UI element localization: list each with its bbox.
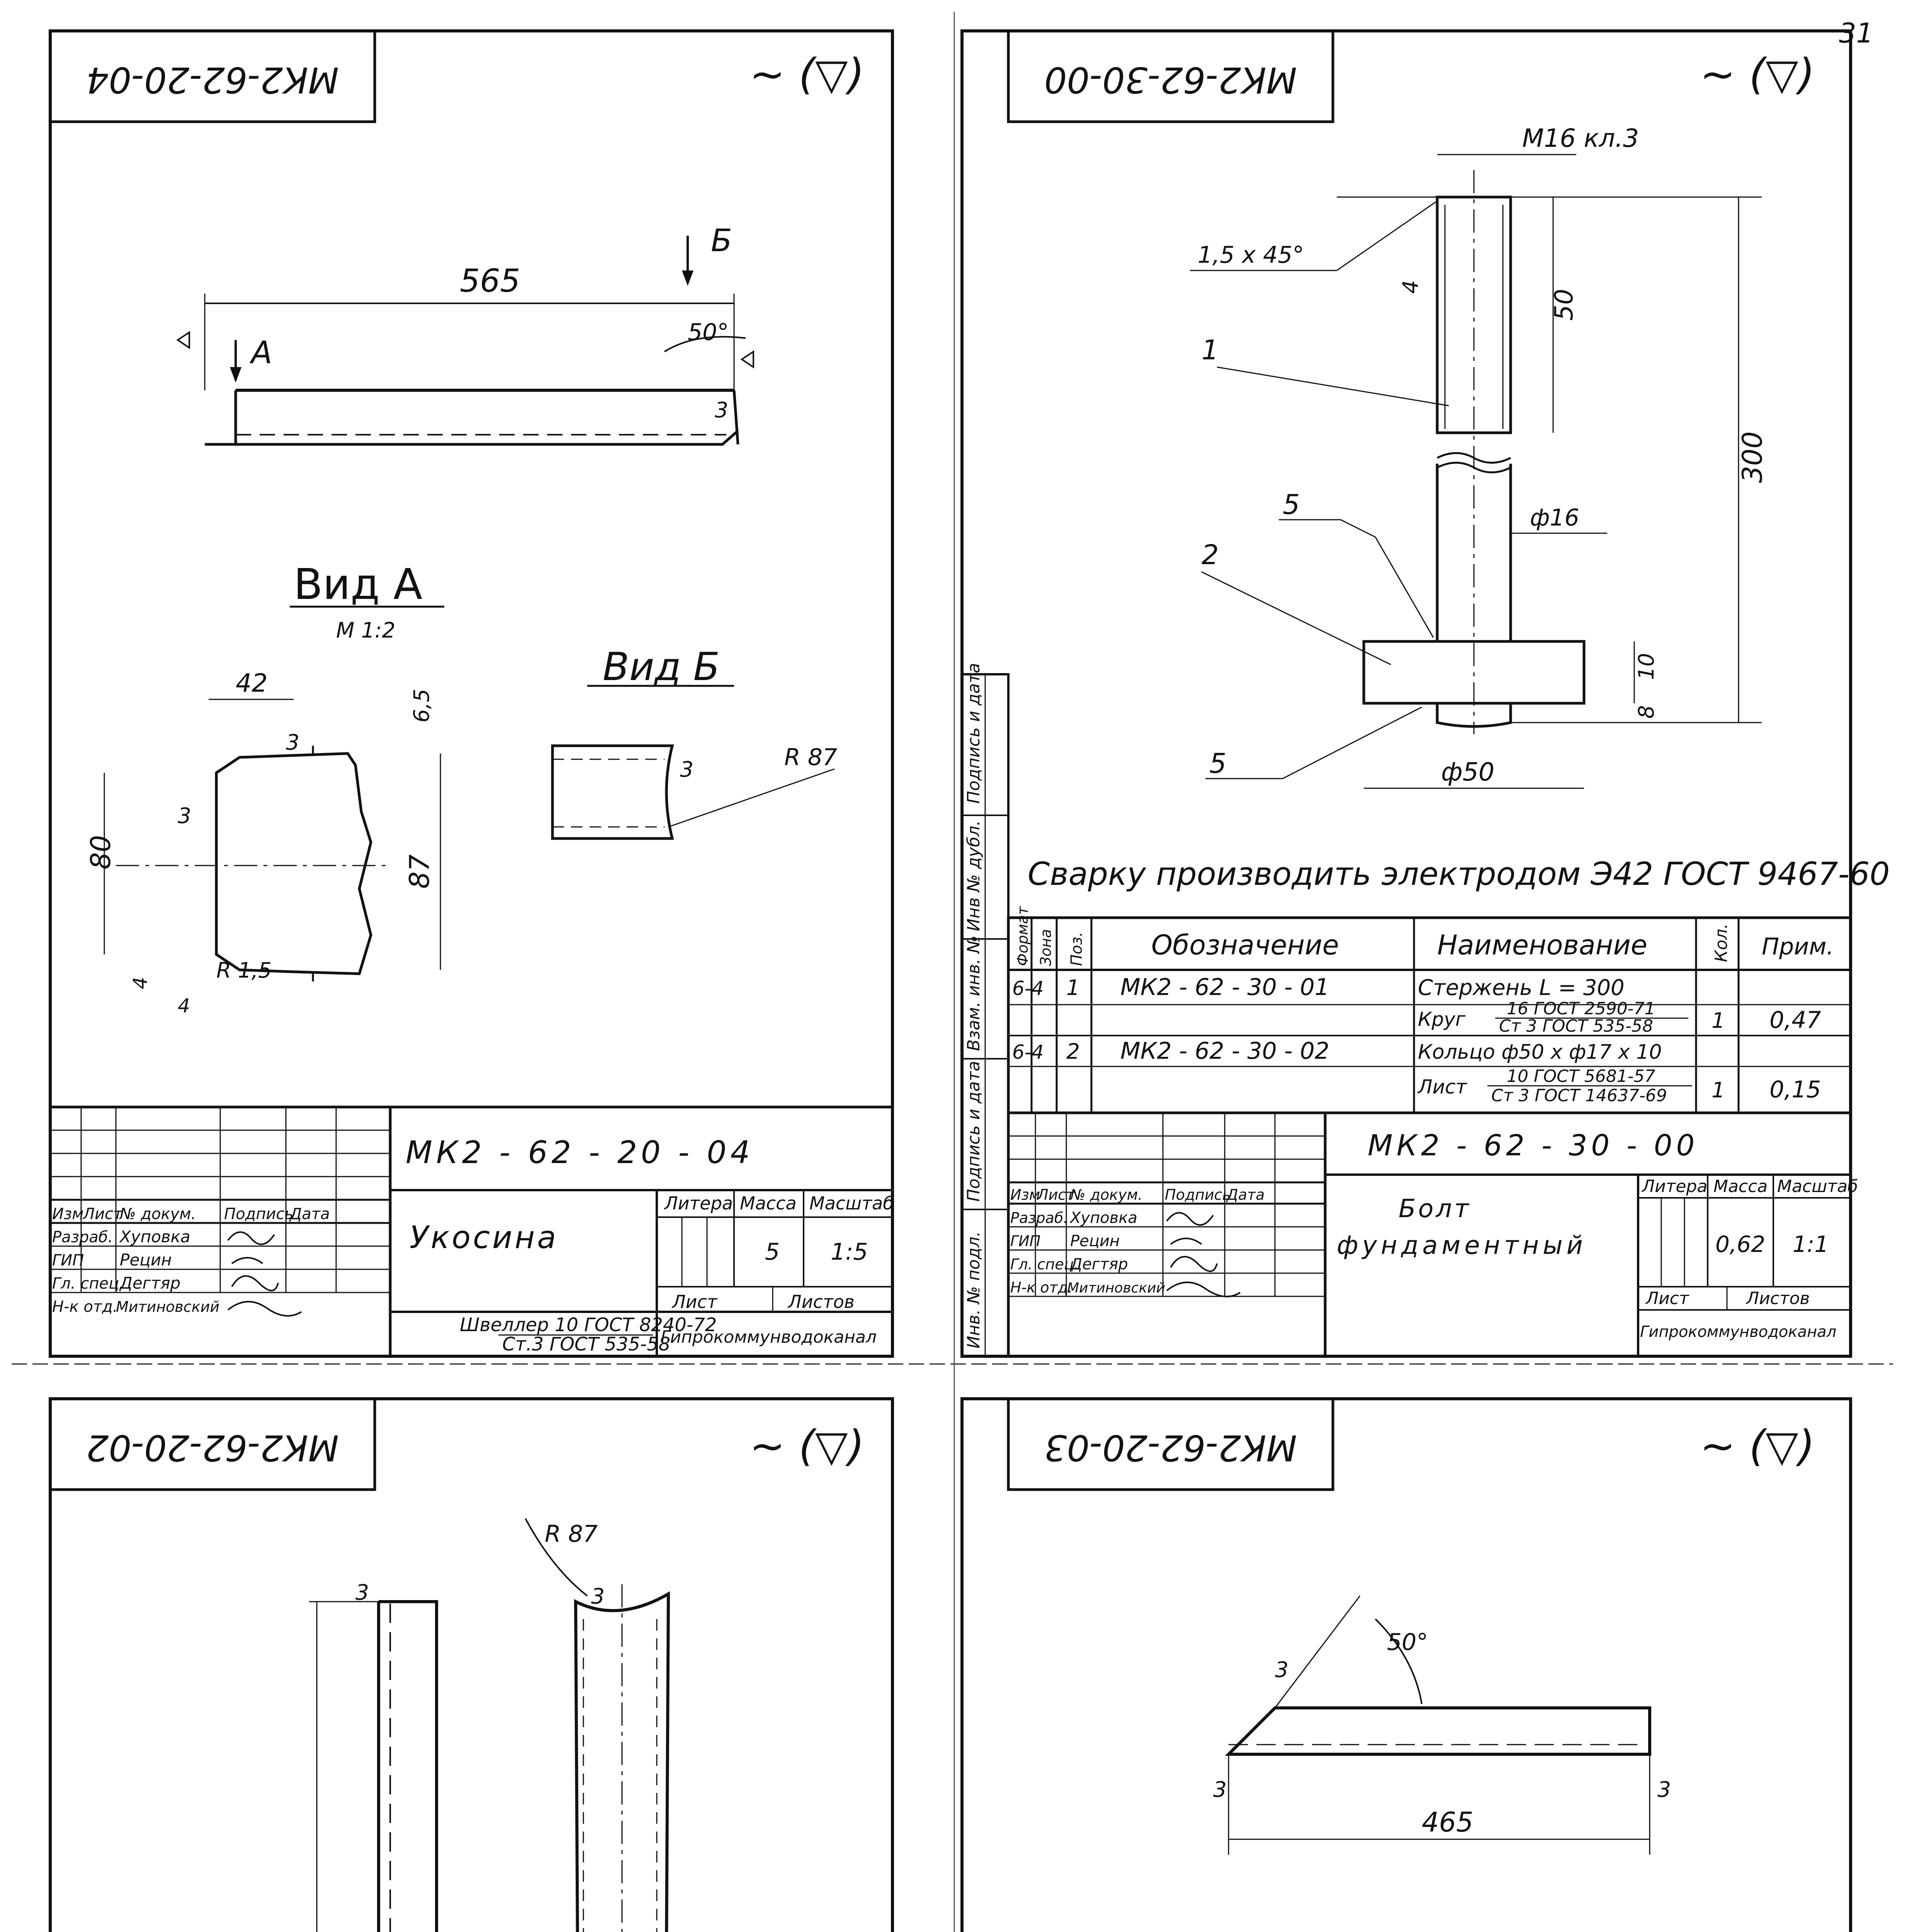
hdr-izm: Изм [52,1205,84,1223]
spec-cell-poz: 1 [1066,975,1080,1000]
hdr-list: Лист [1646,1289,1689,1308]
hdr-n-dokum: № докум. [120,1205,196,1223]
view-b-arrowhead [682,270,693,286]
hdr-podpis: Подпись [1165,1186,1231,1203]
hdr-masshtab: Масштаб [1777,1177,1858,1196]
view-a-arrowhead [230,367,241,383]
organization: Гипрокоммунводоканал [661,1327,877,1347]
stamp-code: МК2-62-20-02 [86,1427,339,1468]
bolt-drawing [1190,124,1768,788]
dim-r87: R 87 [545,1520,598,1548]
stamp-label: Инв № дубл. [964,820,984,931]
spec-cell-fmt: 6-4 [1012,977,1044,1000]
dim-6-5: 6,5 [409,689,434,723]
role-gl-spec: Гл. спец. [52,1275,124,1293]
spec-hdr-format: Формат [1014,906,1031,966]
name-gip: Рецин [1070,1232,1120,1250]
view-a-title: Вид А [294,560,423,609]
sheet-frame [962,1399,1851,1932]
dim-angle: 50° [1387,1629,1428,1656]
sheet-balka-verhnyaya [50,1399,894,1932]
dim-42: 42 [236,669,268,698]
sheet-frame [50,1399,892,1932]
spec-table [1008,906,1851,1113]
stamp-code: МК2-62-30-00 [1044,59,1297,100]
dim-80: 80 [85,835,117,869]
beam-lower-front [1213,1596,1671,1855]
hdr-listov: Листов [788,1291,855,1312]
weld-5-bottom: 5 [1209,748,1227,779]
part-name-line2: фундаментный [1337,1231,1587,1260]
spec-cell-oboz: МК2 - 62 - 30 - 01 [1120,974,1329,1001]
stamp-code: МК2-62-20-04 [86,59,339,100]
name-gip: Рецин [120,1250,172,1269]
spec-hdr-poz: Поз. [1068,932,1086,966]
stamp-label: Инв. № подл. [964,1231,984,1349]
name-gl-spec: Дегтяр [120,1274,181,1293]
spec-hdr-oboz: Обозначение [1151,929,1339,961]
hdr-list: Лист [672,1291,717,1312]
part-name: Укосина [410,1219,559,1255]
hdr-data: Дата [290,1205,330,1223]
spec-cell-oboz: МК2 - 62 - 30 - 02 [1120,1037,1329,1065]
title-block [1008,1113,1858,1356]
thread-spec: М16 кл.3 [1522,124,1639,153]
ukosina-main-view [178,223,753,444]
spec-cell-naim: Стержень L = 300 [1418,975,1625,1000]
hdr-massa: Масса [740,1193,797,1214]
hdr-izm: Изм [1010,1186,1040,1203]
dim-4-bottom: 4 [178,995,190,1017]
dim-465: 465 [1422,1806,1474,1838]
scale-value: 1:5 [831,1238,868,1265]
weld-mark-a1: 3 [286,730,299,755]
part-name-line1: Болт [1399,1194,1471,1223]
welding-note: Сварку производить электродом Э42 ГОСТ 9467-60 [1028,856,1890,893]
weld-mark-top: 3 [355,1580,369,1605]
view-a [85,560,444,1017]
beam-right-end [734,390,738,444]
sheet-bolt [962,31,1890,1356]
hdr-massa: Масса [1713,1177,1768,1196]
spec-cell-naim: Кольцо ф50 х ф17 х 10 [1418,1041,1662,1064]
pos-leader-2 [1202,572,1391,665]
spec-cell-fmt: 6-4 [1012,1041,1044,1063]
spec-hdr-prim: Прим. [1762,933,1834,960]
view-a-profile [216,753,371,974]
beam-top-edge [236,431,738,444]
spec-hdr-naim: Наименование [1437,929,1647,961]
view-b [552,644,837,838]
hdr-list-col: Лист [83,1205,122,1223]
spec-cell-naim3: 10 ГОСТ 5681-57 [1507,1066,1655,1086]
beam-outline [379,1602,437,1932]
dim-phi50: ф50 [1441,758,1495,787]
view-b-letter: Б [711,223,732,259]
mass-value: 0,62 [1715,1231,1766,1257]
roughness-mark: ~ (▽) [750,1421,865,1471]
spec-hdr-zona: Зона [1037,929,1054,966]
weld-mark-angle: 3 [1275,1657,1288,1682]
dim-length: 565 [460,263,520,299]
name-razrab: Хуповка [1070,1209,1137,1227]
dim-r1-5: R 1,5 [216,958,272,983]
weld-5-top: 5 [1283,489,1300,520]
spec-cell-poz: 2 [1066,1039,1080,1064]
side-stamp [962,663,1008,1356]
beam-outline [1229,1708,1650,1754]
hdr-litera: Литера [1642,1177,1708,1196]
role-razrab: Разраб. [1010,1209,1068,1226]
pos-2: 2 [1202,539,1219,571]
page-number: 31 [1839,17,1874,49]
pos-1: 1 [1202,334,1219,366]
hdr-n-dokum: № докум. [1070,1186,1143,1203]
role-razrab: Разраб. [52,1228,113,1246]
role-gl-spec: Гл. спец. [1010,1256,1079,1273]
roughness-mark: ~ (▽) [1700,1421,1815,1471]
name-nk-otd: Митиновский [1067,1280,1165,1296]
name-razrab: Хуповка [120,1227,190,1246]
sheet-ukosina [50,31,894,1356]
pos-leader-1 [1217,367,1449,406]
spec-cell-naim4: Ст 3 ГОСТ 14637-69 [1491,1086,1667,1105]
weld-mark: 3 [715,398,728,422]
angle-leader [1275,1596,1360,1708]
stamp-label: Подпись и дата [964,663,984,804]
hdr-list-col: Лист [1037,1186,1075,1203]
view-a-scale: М 1:2 [336,618,396,643]
roughness-mark: ~ (▽) [1700,49,1815,99]
dim-4: 4 [1398,280,1423,294]
dim-phi16: ф16 [1530,504,1579,531]
stamp-code: МК2-62-20-03 [1044,1427,1297,1468]
dim-angle: 50° [688,319,729,346]
weld-leader [1205,707,1422,779]
name-nk-otd: Митиновский [116,1298,220,1315]
weld-mark-a2: 3 [178,803,191,828]
material-bottom: Ст.3 ГОСТ 535-58 [502,1333,671,1355]
beam-upper-side [525,1519,668,1932]
signatures [228,1232,301,1316]
dim-8: 8 [1634,705,1659,719]
designation: МК2 - 62 - 20 - 04 [406,1134,754,1170]
stamp-label: Подпись и дата [964,1061,984,1202]
designation: МК2 - 62 - 30 - 00 [1368,1128,1699,1162]
dim-300: 300 [1737,431,1768,483]
role-nk-otd: Н-к отд. [52,1298,118,1316]
view-a-letter: А [251,335,272,371]
role-gip: ГИП [52,1252,84,1269]
sheet-balka-nizhnyaya [962,1399,1858,1932]
beam-upper-front [284,1580,487,1932]
hdr-masshtab: Масштаб [809,1193,894,1214]
material-top: Швеллер 10 ГОСТ 8240-72 [460,1314,717,1336]
spec-cell-naim2: Круг [1418,1008,1466,1031]
dim-10: 10 [1634,653,1659,680]
title-block [50,1107,894,1356]
chamfer-leader [1337,201,1437,270]
dim-50: 50 [1550,289,1579,321]
hdr-data: Дата [1227,1186,1265,1203]
weld-mark-b: 3 [680,757,693,782]
spec-hdr-kol: Кол. [1712,923,1731,962]
dim-r87: R 87 [784,744,838,771]
weld-mark-left: 3 [1213,1777,1227,1802]
dim-87: 87 [404,854,435,889]
spec-cell-naim4: Ст 3 ГОСТ 535-58 [1499,1016,1653,1036]
scale-value: 1:1 [1793,1231,1829,1257]
hdr-listov: Листов [1746,1289,1810,1308]
weld-symbol [178,332,189,348]
weld-mark-side: 3 [591,1584,605,1609]
roughness-mark: ~ (▽) [750,49,865,99]
spec-cell-naim3: 16 ГОСТ 2590-71 [1507,999,1655,1019]
weld-mark-right: 3 [1657,1777,1671,1802]
weld-symbol [742,352,753,367]
name-gl-spec: Дегтяр [1070,1255,1128,1273]
chamfer-dim: 1,5 x 45° [1198,242,1304,269]
view-b-title: Вид Б [603,644,720,689]
spec-cell-kol: 1 [1712,1078,1725,1102]
role-gip: ГИП [1010,1233,1041,1250]
hdr-podpis: Подпись [224,1205,294,1223]
spec-cell-naim2: Лист [1418,1076,1467,1098]
role-nk-otd: Н-к отд. [1010,1279,1073,1296]
spec-cell-prim: 0,47 [1769,1007,1821,1034]
dim-4: 4 [129,977,151,989]
signatures [1167,1213,1240,1297]
stamp-label: Взам. инв. № [964,935,984,1051]
spec-cell-prim: 0,15 [1769,1076,1821,1103]
mass-value: 5 [765,1238,780,1265]
weld-leader [1279,520,1433,638]
organization: Гипрокоммунводоканал [1640,1323,1837,1341]
spec-cell-kol: 1 [1712,1008,1725,1033]
hdr-litera: Литера [665,1193,733,1214]
